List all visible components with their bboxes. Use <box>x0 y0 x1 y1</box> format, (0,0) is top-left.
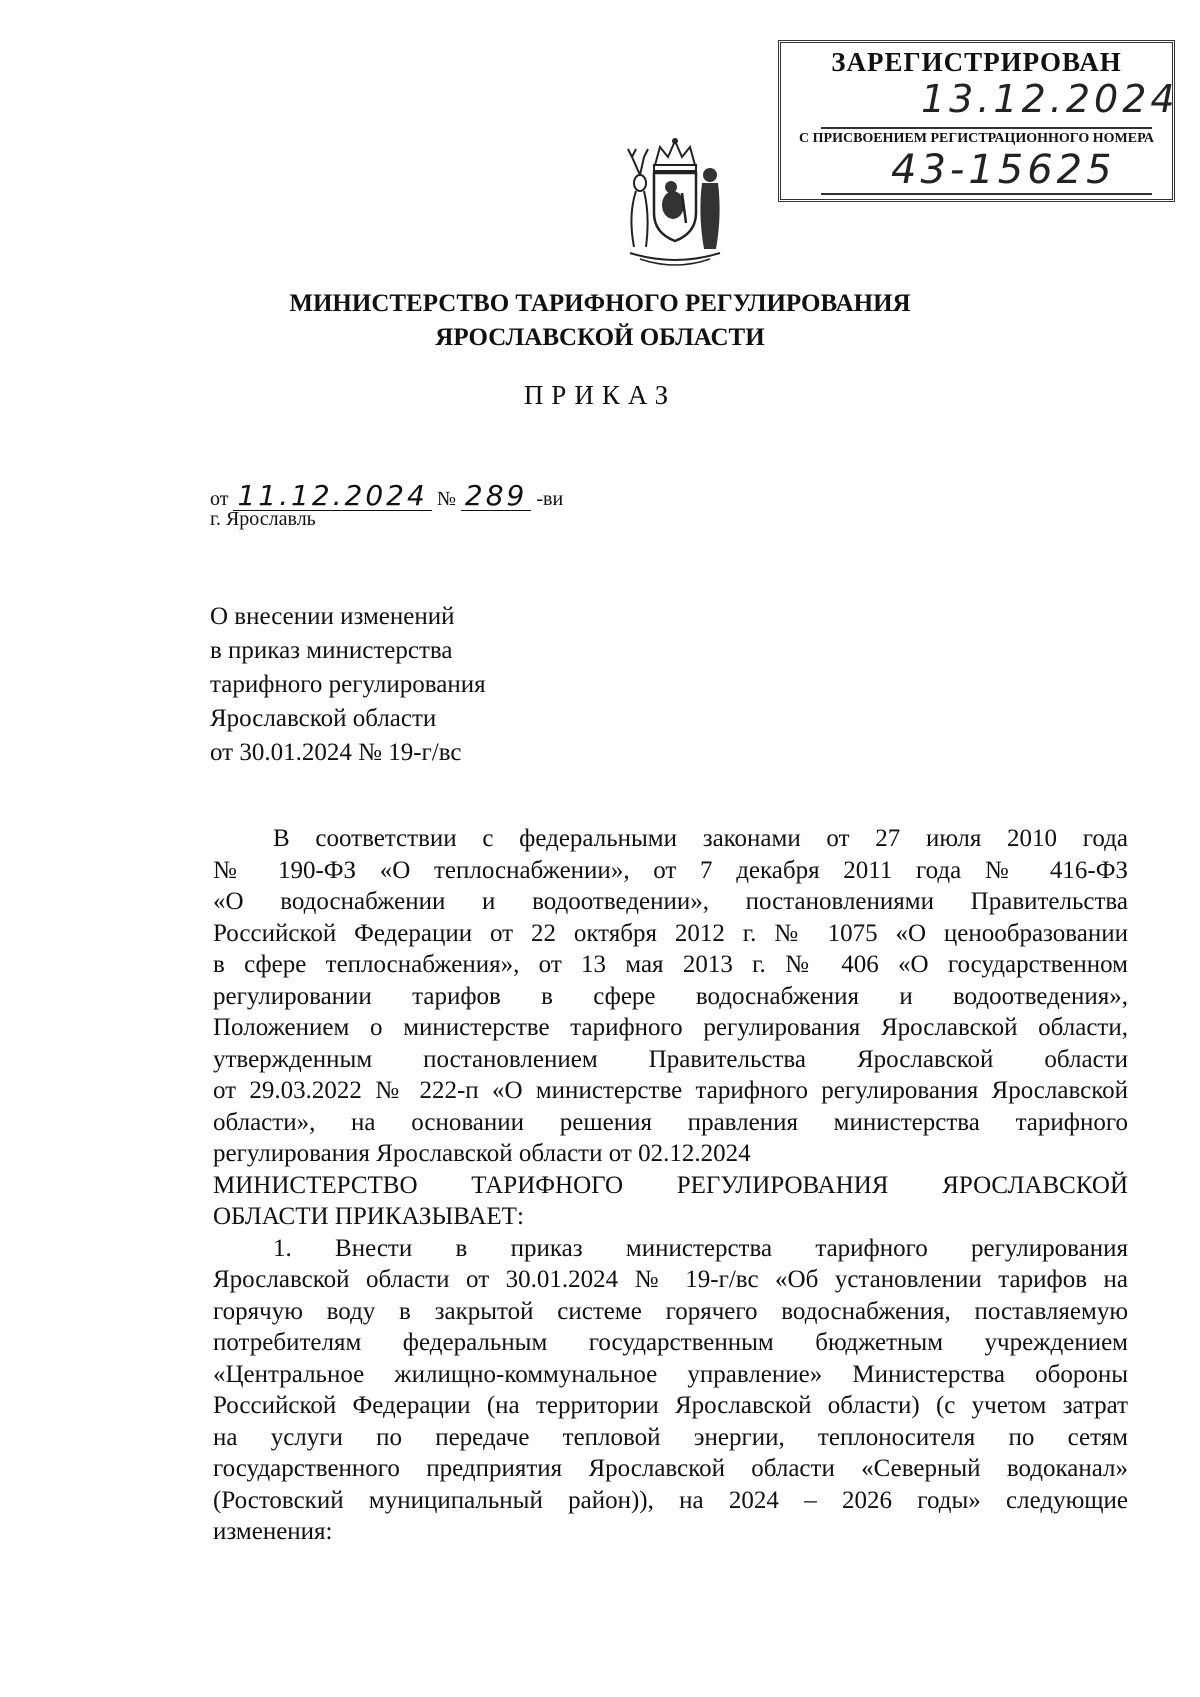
item-line: изменения: <box>213 1518 333 1545</box>
body-line: Российской Федерации от 22 октября 2012 г. № 1075 «О ценообразовании <box>213 919 1128 947</box>
stamp-subtitle: С ПРИСВОЕНИЕМ РЕГИСТРАЦИОННОГО НОМЕРА <box>799 131 1154 146</box>
item-line: государственного предприятия Ярославской области «Северный водоканал» <box>213 1455 1128 1482</box>
ministry-name <box>0 287 1200 355</box>
decree-line: МИНИСТЕРСТВО ТАРИФНОГО РЕГУЛИРОВАНИЯ ЯРОСЛАВСКОЙ <box>213 1171 1128 1199</box>
order-date-number <box>210 479 564 512</box>
body-line: в сфере теплоснабжения», от 13 мая 2013 г. № 406 «О государственном <box>213 951 1128 978</box>
item-line: Ярославской области от 30.01.2024 № 19-г/вс «Об установлении тарифов на <box>213 1266 1128 1293</box>
ministry-name-line1: МИНИСТЕРСТВО ТАРИФНОГО РЕГУЛИРОВАНИЯ <box>289 290 911 317</box>
registration-stamp <box>778 40 1179 202</box>
order-body <box>213 823 1128 1548</box>
order-number-sign: № <box>436 488 456 510</box>
subject-line: О внесении изменений <box>210 603 455 630</box>
body-line: регулирования Ярославской области от 02.12.2024 <box>213 1140 751 1167</box>
subject-line: тарифного регулирования <box>210 671 486 698</box>
ministry-name-line2: ЯРОСЛАВСКОЙ ОБЛАСТИ <box>435 324 765 351</box>
order-number-suffix: -ви <box>536 488 564 510</box>
body-line: утвержденным постановлением Правительства Ярославской области <box>213 1045 1128 1073</box>
stamp-divider <box>821 193 1152 195</box>
order-subject <box>210 600 486 770</box>
body-line: регулировании тарифов в сфере водоснабжения и водоотведения», <box>213 982 1128 1010</box>
order-date: 11.12.2024 <box>233 482 431 511</box>
item-line: горячую воду в закрытой системе горячего водоснабжения, поставляемую <box>213 1297 1128 1325</box>
item-line: на услуги по передаче тепловой энергии, теплоносителя по сетям <box>213 1423 1128 1451</box>
stamp-title: ЗАРЕГИСТРИРОВАН <box>831 47 1122 77</box>
stamp-date: 13.12.2024 <box>921 77 1179 121</box>
order-date-prefix: от <box>210 488 229 510</box>
coat-of-arms-icon <box>610 135 740 270</box>
decree-line: ОБЛАСТИ ПРИКАЗЫВАЕТ: <box>213 1203 524 1230</box>
order-city: г. Ярославль <box>210 508 316 530</box>
stamp-divider <box>821 127 1152 129</box>
body-line: от 29.03.2022 № 222-п «О министерстве тарифного регулирования Ярославской <box>213 1077 1128 1104</box>
body-line: № 190-ФЗ «О теплоснабжении», от 7 декабря 2011 года № 416-ФЗ <box>213 856 1128 884</box>
item-line: 1. Внести в приказ министерства тарифного регулирования <box>273 1234 1128 1262</box>
body-line: области», на основании решения правления министерства тарифного <box>213 1108 1128 1136</box>
order-title: ПРИКАЗ <box>523 380 677 410</box>
item-line: (Ростовский муниципальный район)), на 2024 – 2026 годы» следующие <box>213 1486 1128 1514</box>
body-line: Положением о министерстве тарифного регулирования Ярославской области, <box>213 1014 1128 1041</box>
body-line: В соответствии с федеральными законами от 27 июля 2010 года <box>273 825 1128 852</box>
item-line: Российской Федерации (на территории Ярославской области) (с учетом затрат <box>213 1392 1128 1419</box>
item-line: «Центральное жилищно-коммунальное управление» Министерства обороны <box>213 1360 1128 1388</box>
stamp-number: 43-15625 <box>891 147 1116 193</box>
item-line: потребителям федеральным государственным бюджетным учреждением <box>213 1329 1128 1356</box>
subject-line: в приказ министерства <box>210 637 453 664</box>
subject-line: от 30.01.2024 № 19-г/вс <box>210 739 462 766</box>
subject-line: Ярославской области <box>210 705 437 732</box>
order-number: 289 <box>461 482 531 511</box>
body-line: «О водоснабжении и водоотведении», постановлениями Правительства <box>213 888 1128 915</box>
